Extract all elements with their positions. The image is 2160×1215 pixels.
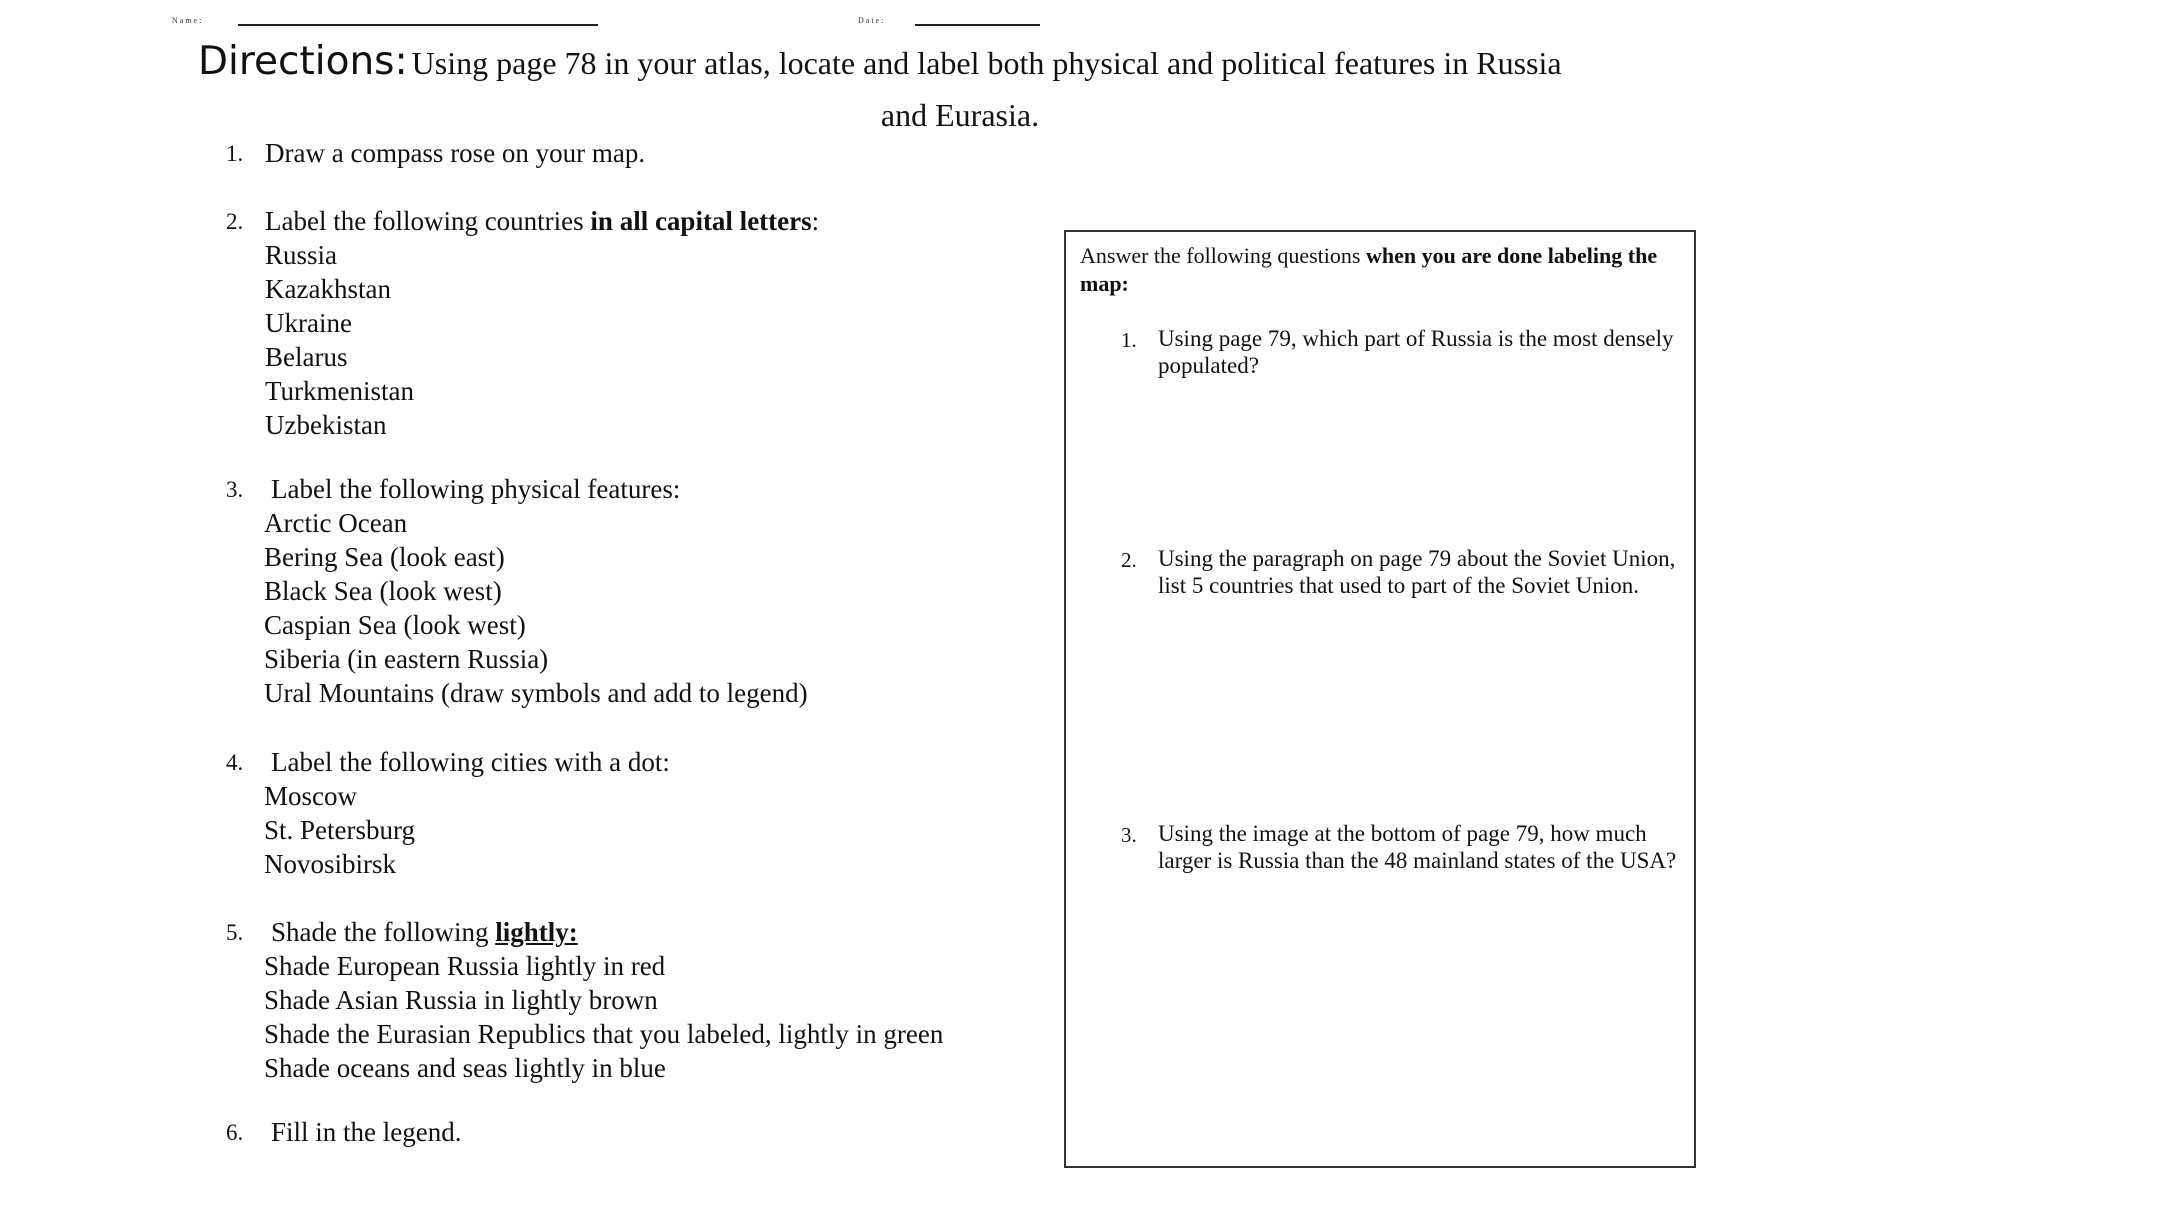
questions-intro — [1080, 242, 1690, 298]
question-1-text: Using page 79, which part of Russia is the most densely populated? — [1158, 326, 1674, 378]
directions-heading — [198, 36, 1562, 96]
list-item: Caspian Sea (look west) — [264, 610, 526, 640]
item-3-text: Label the following physical features: — [271, 474, 681, 504]
list-item: St. Petersburg — [264, 815, 416, 845]
questions-box — [1064, 230, 1696, 1168]
date-blank-line[interactable] — [915, 24, 1040, 26]
cities-list — [264, 779, 415, 881]
list-item: Belarus — [265, 342, 348, 372]
list-item: Shade Asian Russia in lightly brown — [264, 985, 658, 1015]
date-label: Date: — [858, 16, 886, 25]
shading-list — [264, 949, 943, 1085]
directions-text: Using page 78 in your atlas, locate and label both physical and political features in Russia — [411, 45, 1562, 81]
question-2-text: Using the paragraph on page 79 about the Soviet Union, list 5 countries that used to part of the Soviet Union. — [1158, 546, 1676, 598]
list-item: Shade the Eurasian Republics that you labeled, lightly in green — [264, 1019, 944, 1049]
item-5-number: 5. — [226, 920, 244, 945]
list-item: Novosibirsk — [264, 849, 397, 879]
item-2-text-before: Label the following countries — [265, 206, 591, 236]
countries-list — [265, 238, 414, 442]
physical-features-list — [264, 506, 808, 710]
questions-intro-bold: when you are done labeling the map: — [1080, 243, 1658, 296]
item-5-text — [271, 915, 578, 949]
list-item: Black Sea (look west) — [264, 576, 502, 606]
item-1-number: 1. — [226, 141, 244, 166]
name-label: Name: — [172, 16, 204, 25]
item-2-text — [265, 204, 819, 238]
question-1-number: 1. — [1121, 328, 1137, 352]
item-6-number: 6. — [226, 1120, 244, 1145]
item-3-number: 3. — [226, 477, 244, 502]
list-item: Ural Mountains (draw symbols and add to legend) — [264, 678, 808, 708]
item-5-text-emphasis: lightly: — [495, 917, 578, 947]
list-item: Kazakhstan — [265, 274, 391, 304]
name-blank-line[interactable] — [238, 24, 598, 26]
list-item: Turkmenistan — [265, 376, 415, 406]
list-item: Shade oceans and seas lightly in blue — [264, 1053, 666, 1083]
item-6-text: Fill in the legend. — [271, 1117, 462, 1147]
item-2-text-bold: in all capital letters — [590, 206, 812, 236]
question-3-text: Using the image at the bottom of page 79, how much larger is Russia than the 48 mainland states of the USA? — [1158, 821, 1677, 873]
list-item: Shade European Russia lightly in red — [264, 951, 666, 981]
item-4-number: 4. — [226, 750, 244, 775]
list-item: Bering Sea (look east) — [264, 542, 505, 572]
question-2-number: 2. — [1121, 548, 1137, 572]
list-item: Arctic Ocean — [264, 508, 408, 538]
item-2-number: 2. — [226, 209, 244, 234]
directions-text-continued: and Eurasia. — [880, 97, 1040, 133]
directions-label: Directions: — [198, 39, 408, 84]
item-1-text: Draw a compass rose on your map. — [265, 138, 646, 168]
item-5-text-before: Shade the following — [271, 917, 496, 947]
list-item: Siberia (in eastern Russia) — [264, 644, 549, 674]
item-2-text-after: : — [811, 206, 820, 236]
list-item: Ukraine — [265, 308, 352, 338]
list-item: Russia — [265, 240, 338, 270]
item-4-text: Label the following cities with a dot: — [271, 747, 670, 777]
question-3-number: 3. — [1121, 823, 1137, 847]
list-item: Uzbekistan — [265, 410, 387, 440]
questions-intro-text: Answer the following questions — [1080, 243, 1366, 268]
list-item: Moscow — [264, 781, 357, 811]
